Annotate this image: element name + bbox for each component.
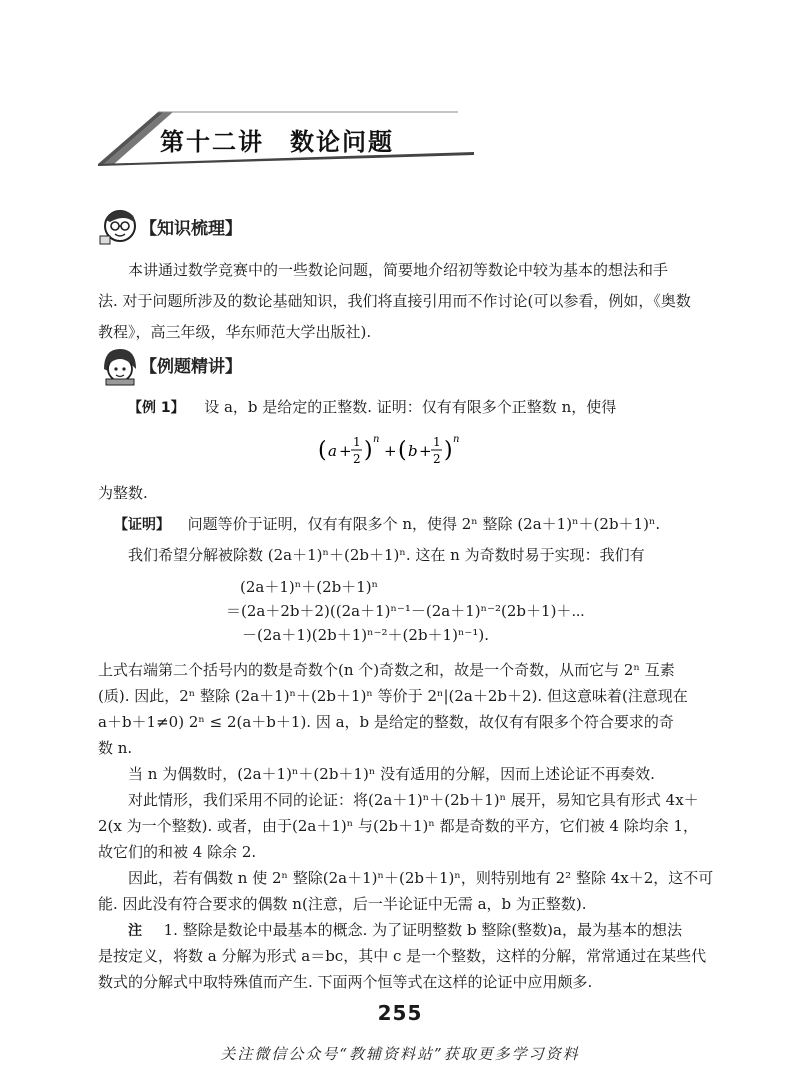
- student-cartoon-icon: [98, 345, 140, 387]
- example-1: [128, 396, 616, 419]
- proof-tag: 【证明】: [114, 517, 170, 533]
- svg-text:1: 1: [353, 435, 361, 449]
- svg-text:): ): [364, 438, 373, 463]
- svg-text:2: 2: [353, 452, 361, 466]
- teacher-cartoon-icon: [98, 206, 140, 246]
- svg-text:(: (: [318, 438, 327, 463]
- svg-text:2: 2: [433, 452, 441, 466]
- proof-para-4: 数 n.: [98, 739, 133, 757]
- note-line-2: 是按定义，将数 a 分解为形式 a＝bc，其中 c 是一个整数，这样的分解，常常通过在某些代: [98, 947, 707, 965]
- proof-para-6: 对此情形，我们采用不同的论证：将(2a＋1)ⁿ＋(2b＋1)ⁿ 展开，易知它具有形式 4x＋: [128, 791, 699, 809]
- note-tag: 注: [128, 923, 142, 939]
- example-1-text: 设 a，b 是给定的正整数. 证明：仅有有限多个正整数 n，使得: [204, 398, 617, 416]
- proof-para-9: 因此，若有偶数 n 使 2ⁿ 整除(2a＋1)ⁿ＋(2b＋1)ⁿ，则特别地有 2² 整除 4x＋2，这不可: [128, 869, 714, 887]
- footer-watermark: 关注微信公众号“教辅资料站”获取更多学习资料: [220, 1045, 580, 1063]
- svg-text:b: b: [408, 442, 418, 460]
- proof-para-5: 当 n 为偶数时，(2a＋1)ⁿ＋(2b＋1)ⁿ 没有适用的分解，因而上述论证不再奏效.: [128, 765, 655, 783]
- section-header-examples: 【例题精讲】: [140, 357, 242, 377]
- proof-para-10: 能. 因此没有符合要求的偶数 n(注意，后一半论证中无需 a，b 为正整数).: [98, 895, 587, 913]
- note-line-1: [128, 919, 682, 942]
- example-1-tag: 【例 1】: [128, 400, 185, 416]
- proof-text-1: 问题等价于证明，仅有有限多个 n，使得 2ⁿ 整除 (2a＋1)ⁿ＋(2b＋1)ⁿ.: [187, 515, 661, 533]
- svg-text:): ): [444, 438, 453, 463]
- proof-para-1: 上式右端第二个括号内的数是奇数个(n 个)奇数之和，故是一个奇数，从而它与 2ⁿ 互素: [98, 661, 675, 679]
- svg-text:+: +: [419, 442, 432, 460]
- chapter-title: 第十二讲 数论问题: [160, 128, 394, 156]
- svg-text:1: 1: [433, 435, 441, 449]
- proof-line-1: [114, 513, 660, 536]
- proof-para-7: 2(x 为一个整数). 或者，由于(2a＋1)ⁿ 与(2b＋1)ⁿ 都是奇数的平方，它们被 4 除均余 1，: [98, 817, 699, 835]
- proof-equation-1: (2a＋1)ⁿ＋(2b＋1)ⁿ: [240, 578, 379, 596]
- section-header-knowledge: 【知识梳理】: [140, 219, 242, 239]
- example-1-after: 为整数.: [98, 484, 148, 502]
- proof-para-3: a＋b＋1≠0) 2ⁿ ≤ 2(a＋b＋1). 因 a，b 是给定的整数，故仅有有限多个符合要求的奇: [98, 713, 674, 731]
- svg-text:n: n: [373, 434, 380, 445]
- svg-text:(: (: [398, 438, 407, 463]
- intro-line-2: 法. 对于问题所涉及的数论基础知识，我们将直接引用而不作讨论(可以参看，例如，《奥数: [98, 292, 691, 310]
- intro-line-3: 教程》，高三年级，华东师范大学出版社).: [98, 323, 372, 341]
- proof-para-8: 故它们的和被 4 除余 2.: [98, 843, 257, 861]
- proof-equation-3: －(2a＋1)(2b＋1)ⁿ⁻²＋(2b＋1)ⁿ⁻¹).: [242, 626, 489, 644]
- page-number: 255: [377, 1001, 423, 1025]
- example-1-formula: [318, 426, 488, 476]
- note-line-3: 数式的分解式中取特殊值而产生. 下面两个恒等式在这样的论证中应用颇多.: [98, 973, 593, 991]
- svg-text:n: n: [453, 434, 460, 445]
- intro-line-1: 本讲通过数学竞赛中的一些数论问题，简要地介绍初等数论中较为基本的想法和手: [128, 261, 669, 279]
- svg-text:a: a: [328, 442, 337, 460]
- proof-equation-2: ＝(2a＋2b＋2)((2a＋1)ⁿ⁻¹－(2a＋1)ⁿ⁻²(2b＋1)＋⋯: [226, 602, 585, 620]
- proof-line-2: 我们希望分解被除数 (2a＋1)ⁿ＋(2b＋1)ⁿ. 这在 n 为奇数时易于实现：我们有: [128, 546, 645, 564]
- proof-para-2: (质). 因此，2ⁿ 整除 (2a＋1)ⁿ＋(2b＋1)ⁿ 等价于 2ⁿ|(2a＋2b＋2). 但这意味着(注意现在: [98, 687, 688, 705]
- svg-text:+: +: [339, 442, 352, 460]
- note-text-1: 1. 整除是数论中最基本的概念. 为了证明整数 b 整除(整数)a，最为基本的想法: [163, 921, 682, 939]
- svg-text:+: +: [384, 442, 397, 460]
